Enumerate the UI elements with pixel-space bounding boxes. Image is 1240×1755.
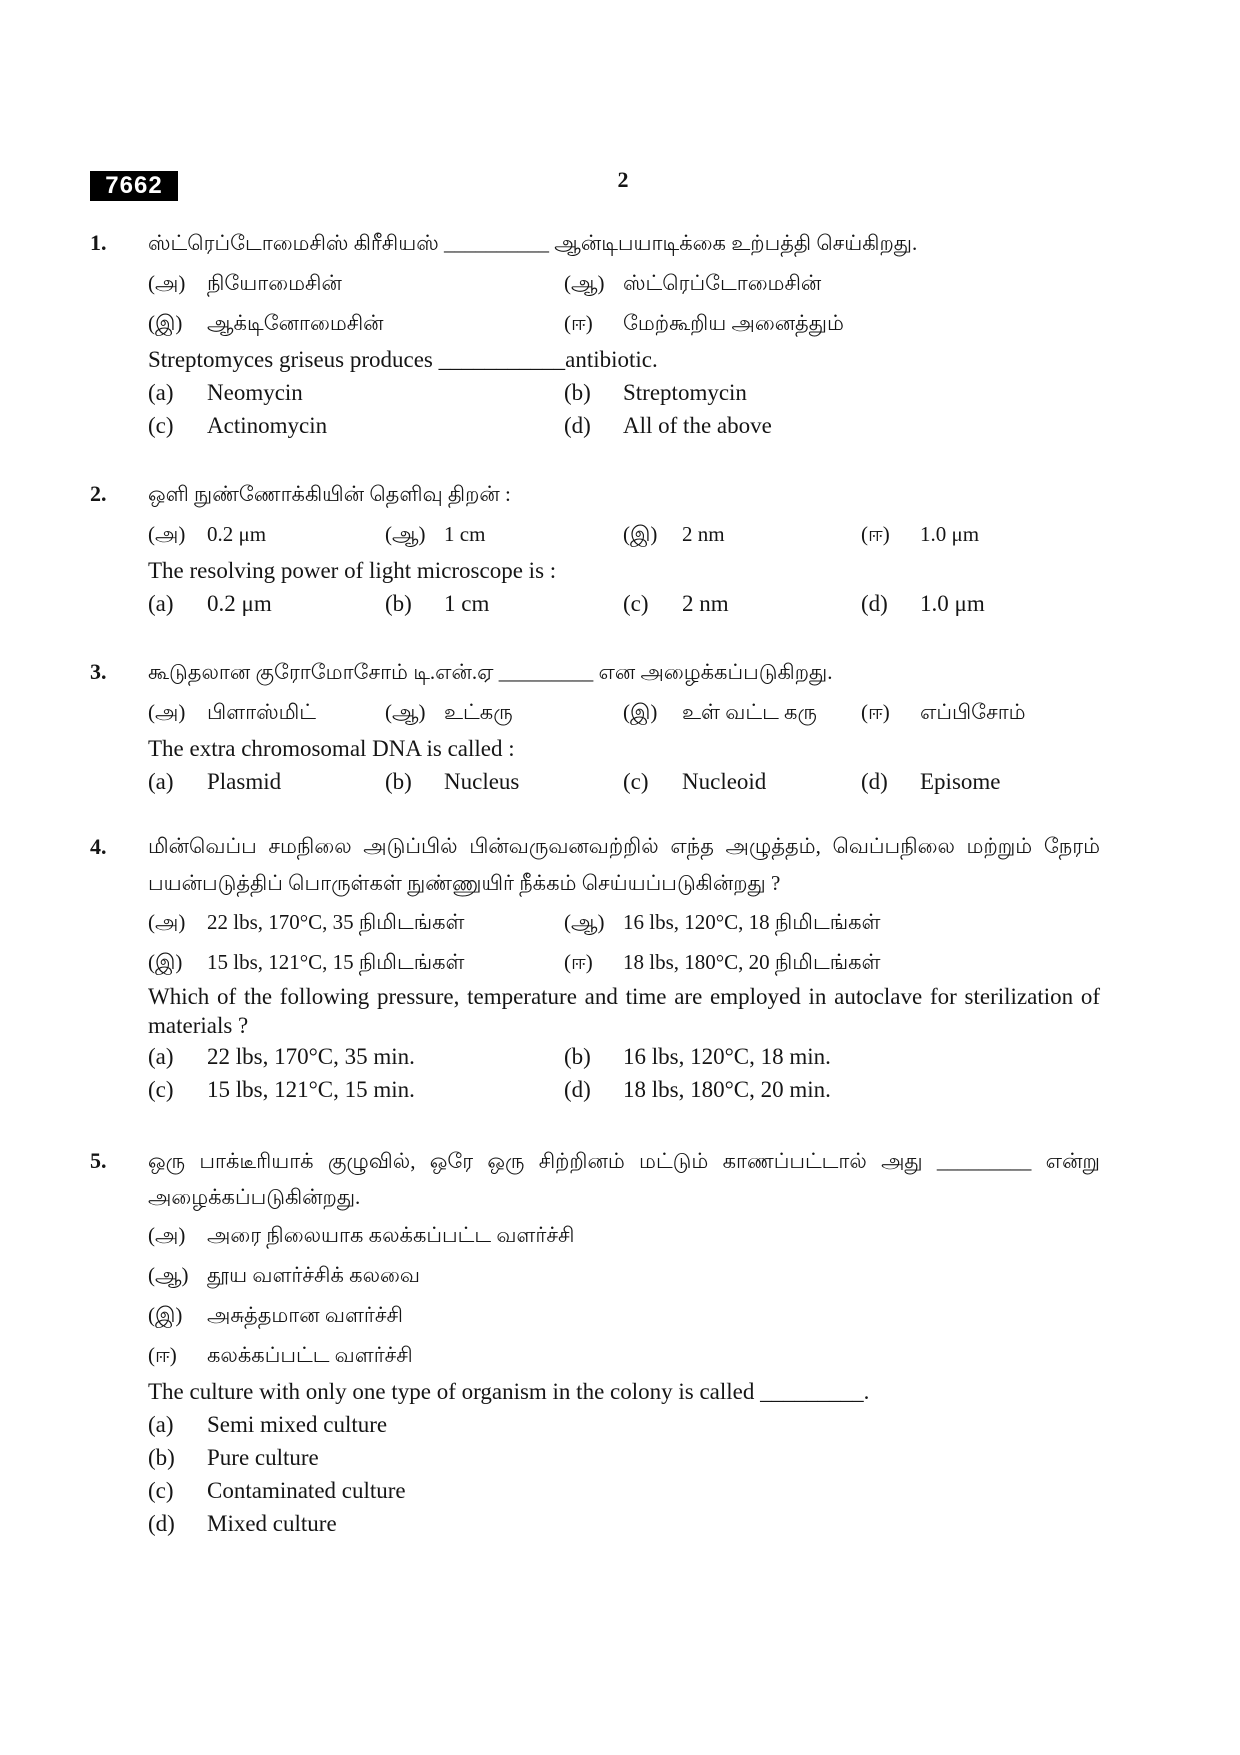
- option-text: 22 lbs, 170°C, 35 நிமிடங்கள்: [207, 910, 465, 934]
- option-label: (இ): [148, 311, 183, 335]
- option-text: Neomycin: [207, 380, 303, 405]
- option-label: (d): [564, 413, 591, 438]
- tamil-option: [148, 263, 342, 303]
- tamil-option: [564, 303, 844, 343]
- option-text: 18 lbs, 180°C, 20 min.: [623, 1077, 831, 1102]
- english-option: [148, 1474, 406, 1507]
- english-option: [623, 587, 729, 620]
- tamil-option: [385, 514, 485, 554]
- option-text: தூய வளர்ச்சிக் கலவை: [207, 1263, 420, 1287]
- option-label: (ஈ): [564, 311, 593, 335]
- tamil-options-row: [148, 902, 1100, 942]
- tamil-option: [385, 692, 513, 732]
- tamil-option: [564, 263, 821, 303]
- option-text: பிளாஸ்மிட்: [207, 700, 317, 724]
- tamil-options-row: [148, 1335, 1100, 1375]
- tamil-option: [564, 942, 880, 982]
- english-question-text: The extra chromosomal DNA is called :: [148, 736, 515, 761]
- tamil-option: [148, 514, 266, 554]
- tamil-option: [148, 1215, 574, 1255]
- english-options-row: [148, 376, 1100, 409]
- option-label: (b): [564, 1044, 591, 1069]
- option-text: Plasmid: [207, 769, 282, 794]
- option-label: (அ): [148, 1223, 186, 1247]
- option-label: (a): [148, 769, 174, 794]
- english-option: [564, 1040, 831, 1073]
- english-option: [623, 765, 766, 798]
- question-number: 1.: [90, 230, 107, 255]
- tamil-option: [148, 692, 316, 732]
- option-label: (இ): [623, 522, 658, 546]
- option-text: உட்கரு: [444, 700, 513, 724]
- option-label: (a): [148, 380, 174, 405]
- english-options-row: [148, 1507, 1100, 1540]
- question-body: [148, 652, 1100, 798]
- tamil-options-row: [148, 1295, 1100, 1335]
- tamil-option: [148, 942, 464, 982]
- english-options-row: [148, 1441, 1100, 1474]
- option-text: Nucleoid: [682, 769, 767, 794]
- option-label: (இ): [148, 950, 183, 974]
- tamil-option: [148, 303, 384, 343]
- question-number: 2.: [90, 481, 107, 506]
- option-text: 2 nm: [682, 591, 729, 616]
- english-option: [564, 376, 747, 409]
- option-text: 1.0 μm: [920, 522, 980, 546]
- tamil-option: [148, 1295, 403, 1335]
- english-option: [148, 1441, 319, 1474]
- option-text: Episome: [920, 769, 1001, 794]
- option-text: நியோமைசின்: [207, 271, 342, 295]
- option-label: (a): [148, 1044, 174, 1069]
- option-label: (ஆ): [385, 522, 426, 546]
- option-text: 16 lbs, 120°C, 18 நிமிடங்கள்: [623, 910, 881, 934]
- english-options-row: [148, 1040, 1100, 1073]
- option-label: (இ): [148, 1303, 183, 1327]
- english-question-text: Streptomyces griseus produces ___________antibiotic.: [148, 347, 658, 372]
- tamil-options-row: [148, 692, 1100, 732]
- option-label: (ஆ): [564, 910, 605, 934]
- tamil-options-row: [148, 514, 1100, 554]
- option-label: (அ): [148, 910, 186, 934]
- option-label: (ஆ): [385, 700, 426, 724]
- option-label: (b): [564, 380, 591, 405]
- option-text: All of the above: [623, 413, 772, 438]
- english-option: [564, 409, 772, 442]
- english-option: [564, 1073, 831, 1106]
- tamil-option: [148, 1255, 420, 1295]
- tamil-option: [623, 514, 725, 554]
- english-option: [385, 587, 489, 620]
- option-text: Mixed culture: [207, 1511, 337, 1536]
- option-label: (ஈ): [861, 522, 890, 546]
- english-option: [861, 587, 985, 620]
- option-label: (அ): [148, 522, 186, 546]
- option-label: (ஈ): [148, 1343, 177, 1367]
- option-text: 15 lbs, 121°C, 15 min.: [207, 1077, 415, 1102]
- option-text: 22 lbs, 170°C, 35 min.: [207, 1044, 415, 1069]
- option-text: ஆக்டினோமைசின்: [207, 311, 384, 335]
- tamil-question-text: ஒளி நுண்ணோக்கியின் தெளிவு திறன் :: [148, 482, 511, 506]
- page-number: 2: [617, 167, 629, 192]
- tamil-question-text: கூடுதலான குரோமோசோம் டி.என்.ஏ _________ என அழைக்கப்படுகிறது.: [148, 660, 833, 684]
- english-options-row: [148, 765, 1100, 798]
- option-text: அசுத்தமான வளர்ச்சி: [207, 1303, 403, 1327]
- option-text: 0.2 μm: [207, 591, 272, 616]
- option-text: மேற்கூறிய அனைத்தும்: [623, 311, 844, 335]
- option-text: Nucleus: [444, 769, 520, 794]
- option-text: 15 lbs, 121°C, 15 நிமிடங்கள்: [207, 950, 465, 974]
- option-label: (c): [148, 413, 174, 438]
- tamil-question-text: ஸ்ட்ரெப்டோமைசிஸ் கிரீசியஸ் __________ ஆன்டிபயாடிக்கை உற்பத்தி செய்கிறது.: [148, 231, 918, 255]
- option-label: (ஈ): [564, 950, 593, 974]
- option-label: (b): [148, 1445, 175, 1470]
- paper-code-badge: 7662: [90, 171, 178, 201]
- option-label: (ஆ): [148, 1263, 189, 1287]
- option-text: உள் வட்ட கரு: [682, 700, 817, 724]
- option-text: Pure culture: [207, 1445, 319, 1470]
- tamil-options-row: [148, 942, 1100, 982]
- option-label: (அ): [148, 271, 186, 295]
- question-body: [148, 474, 1100, 620]
- tamil-option: [564, 902, 880, 942]
- tamil-options-row: [148, 303, 1100, 343]
- question-number: 5.: [90, 1148, 107, 1173]
- option-label: (c): [623, 591, 649, 616]
- question-body: [148, 223, 1100, 442]
- english-option: [148, 1507, 337, 1540]
- option-label: (d): [148, 1511, 175, 1536]
- question-number: 4.: [90, 834, 107, 859]
- option-text: அரை நிலையாக கலக்கப்பட்ட வளர்ச்சி: [207, 1223, 575, 1247]
- english-question-text: Which of the following pressure, temperature and time are employed in autoclave for sterilization of materials ?: [148, 984, 1100, 1038]
- option-label: (a): [148, 591, 174, 616]
- option-label: (இ): [623, 700, 658, 724]
- english-question-text: The resolving power of light microscope is :: [148, 558, 557, 583]
- option-text: 1 cm: [444, 591, 490, 616]
- question-body: [148, 828, 1100, 1106]
- option-label: (b): [385, 769, 412, 794]
- option-label: (c): [148, 1478, 174, 1503]
- tamil-question-text: ஒரு பாக்டீரியாக் குழுவில், ஒரே ஒரு சிற்றினம் மட்டும் காணப்பட்டால் அது _________ என்று அழைக்கப்படுகின்றது.: [148, 1149, 1100, 1209]
- option-label: (c): [623, 769, 649, 794]
- english-options-row: [148, 1474, 1100, 1507]
- option-label: (ஆ): [564, 271, 605, 295]
- tamil-option: [148, 1335, 413, 1375]
- option-label: (d): [861, 591, 888, 616]
- option-text: கலக்கப்பட்ட வளர்ச்சி: [207, 1343, 413, 1367]
- tamil-option: [623, 692, 817, 732]
- english-option: [861, 765, 1001, 798]
- option-label: (d): [861, 769, 888, 794]
- option-text: Streptomycin: [623, 380, 747, 405]
- question-body: [148, 1143, 1100, 1540]
- option-label: (அ): [148, 700, 186, 724]
- option-text: Actinomycin: [207, 413, 328, 438]
- option-text: 16 lbs, 120°C, 18 min.: [623, 1044, 831, 1069]
- english-option: [148, 376, 303, 409]
- english-question-text: The culture with only one type of organism in the colony is called _________.: [148, 1379, 870, 1404]
- english-option: [148, 409, 327, 442]
- tamil-option: [861, 514, 979, 554]
- option-text: 1.0 μm: [920, 591, 985, 616]
- english-options-row: [148, 1408, 1100, 1441]
- english-option: [148, 587, 272, 620]
- english-option: [385, 765, 519, 798]
- question-number: 3.: [90, 659, 107, 684]
- option-text: 18 lbs, 180°C, 20 நிமிடங்கள்: [623, 950, 881, 974]
- option-text: 0.2 μm: [207, 522, 267, 546]
- option-text: எப்பிசோம்: [920, 700, 1026, 724]
- tamil-option: [861, 692, 1026, 732]
- option-text: 2 nm: [682, 522, 725, 546]
- tamil-options-row: [148, 1255, 1100, 1295]
- tamil-options-row: [148, 1215, 1100, 1255]
- option-text: 1 cm: [444, 522, 486, 546]
- english-options-row: [148, 409, 1100, 442]
- option-text: ஸ்ட்ரெப்டோமைசின்: [623, 271, 822, 295]
- option-label: (ஈ): [861, 700, 890, 724]
- tamil-options-row: [148, 263, 1100, 303]
- english-option: [148, 765, 281, 798]
- option-text: Semi mixed culture: [207, 1412, 388, 1437]
- option-text: Contaminated culture: [207, 1478, 406, 1503]
- option-label: (d): [564, 1077, 591, 1102]
- english-options-row: [148, 587, 1100, 620]
- option-label: (a): [148, 1412, 174, 1437]
- tamil-question-text: மின்வெப்ப சமநிலை அடுப்பில் பின்வருவனவற்றில் எந்த அழுத்தம், வெப்பநிலை மற்றும் நேரம் பயன்படுத்திப் பொருள்கள் நுண்ணுயிர் நீக்கம் செய்யப்படுகின்றது ?: [148, 834, 1100, 895]
- english-option: [148, 1040, 415, 1073]
- english-option: [148, 1073, 415, 1106]
- option-label: (c): [148, 1077, 174, 1102]
- english-options-row: [148, 1073, 1100, 1106]
- tamil-option: [148, 902, 464, 942]
- english-option: [148, 1408, 387, 1441]
- option-label: (b): [385, 591, 412, 616]
